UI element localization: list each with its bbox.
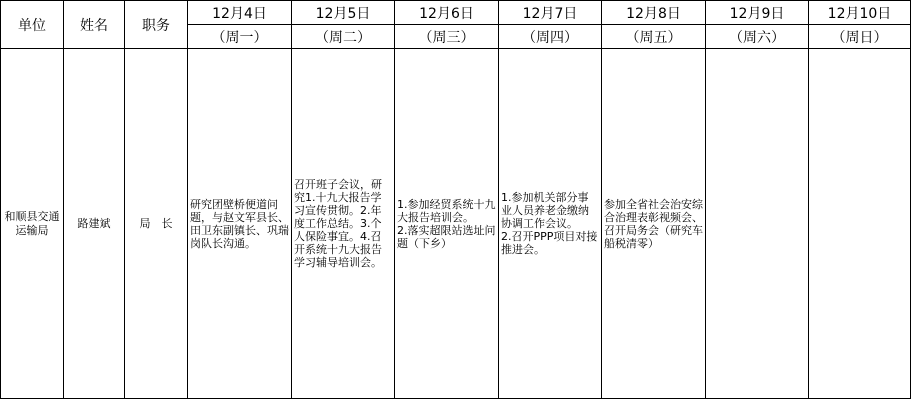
header-date-fri: 12月8日 [602, 1, 706, 25]
header-weekday-wed: （周三） [395, 25, 499, 49]
cell-unit: 和顺县交通运输局 [1, 49, 64, 399]
header-weekday-sat: （周六） [706, 25, 809, 49]
header-date-sun: 12月10日 [809, 1, 911, 25]
cell-schedule-wed: 1.参加经贸系统十九大报告培训会。 2.落实超限站选址问题（下乡） [395, 49, 499, 399]
header-weekday-sun: （周日） [809, 25, 911, 49]
header-unit: 单位 [1, 1, 64, 49]
cell-schedule-thu: 1.参加机关部分事业人员养老金缴纳协调工作会议。 2.召开PPP项目对接推进会。 [499, 49, 602, 399]
cell-position: 局 长 [125, 49, 188, 399]
cell-schedule-mon: 研究团壁桥便道问题，与赵文军县长、田卫东副镇长、巩瑞岗队长沟通。 [188, 49, 292, 399]
table-row [1, 49, 911, 399]
cell-schedule-sat [706, 49, 809, 399]
cell-schedule-fri: 参加全省社会治安综合治理表彰视频会、召开局务会（研究车船税清零） [602, 49, 706, 399]
header-date-tue: 12月5日 [292, 1, 395, 25]
header-date-thu: 12月7日 [499, 1, 602, 25]
header-weekday-mon: （周一） [188, 25, 292, 49]
header-weekday-thu: （周四） [499, 25, 602, 49]
cell-schedule-tue: 召开班子会议，研究1.十九大报告学习宣传贯彻。2.年度工作总结。3.个人保险事宜。4.召开系统十九大报告学习辅导培训会。 [292, 49, 395, 399]
header-weekday-tue: （周二） [292, 25, 395, 49]
header-date-wed: 12月6日 [395, 1, 499, 25]
header-date-mon: 12月4日 [188, 1, 292, 25]
header-date-sat: 12月9日 [706, 1, 809, 25]
cell-name: 路建斌 [64, 49, 125, 399]
header-weekday-fri: （周五） [602, 25, 706, 49]
header-name: 姓名 [64, 1, 125, 49]
cell-schedule-sun [809, 49, 911, 399]
header-position: 职务 [125, 1, 188, 49]
